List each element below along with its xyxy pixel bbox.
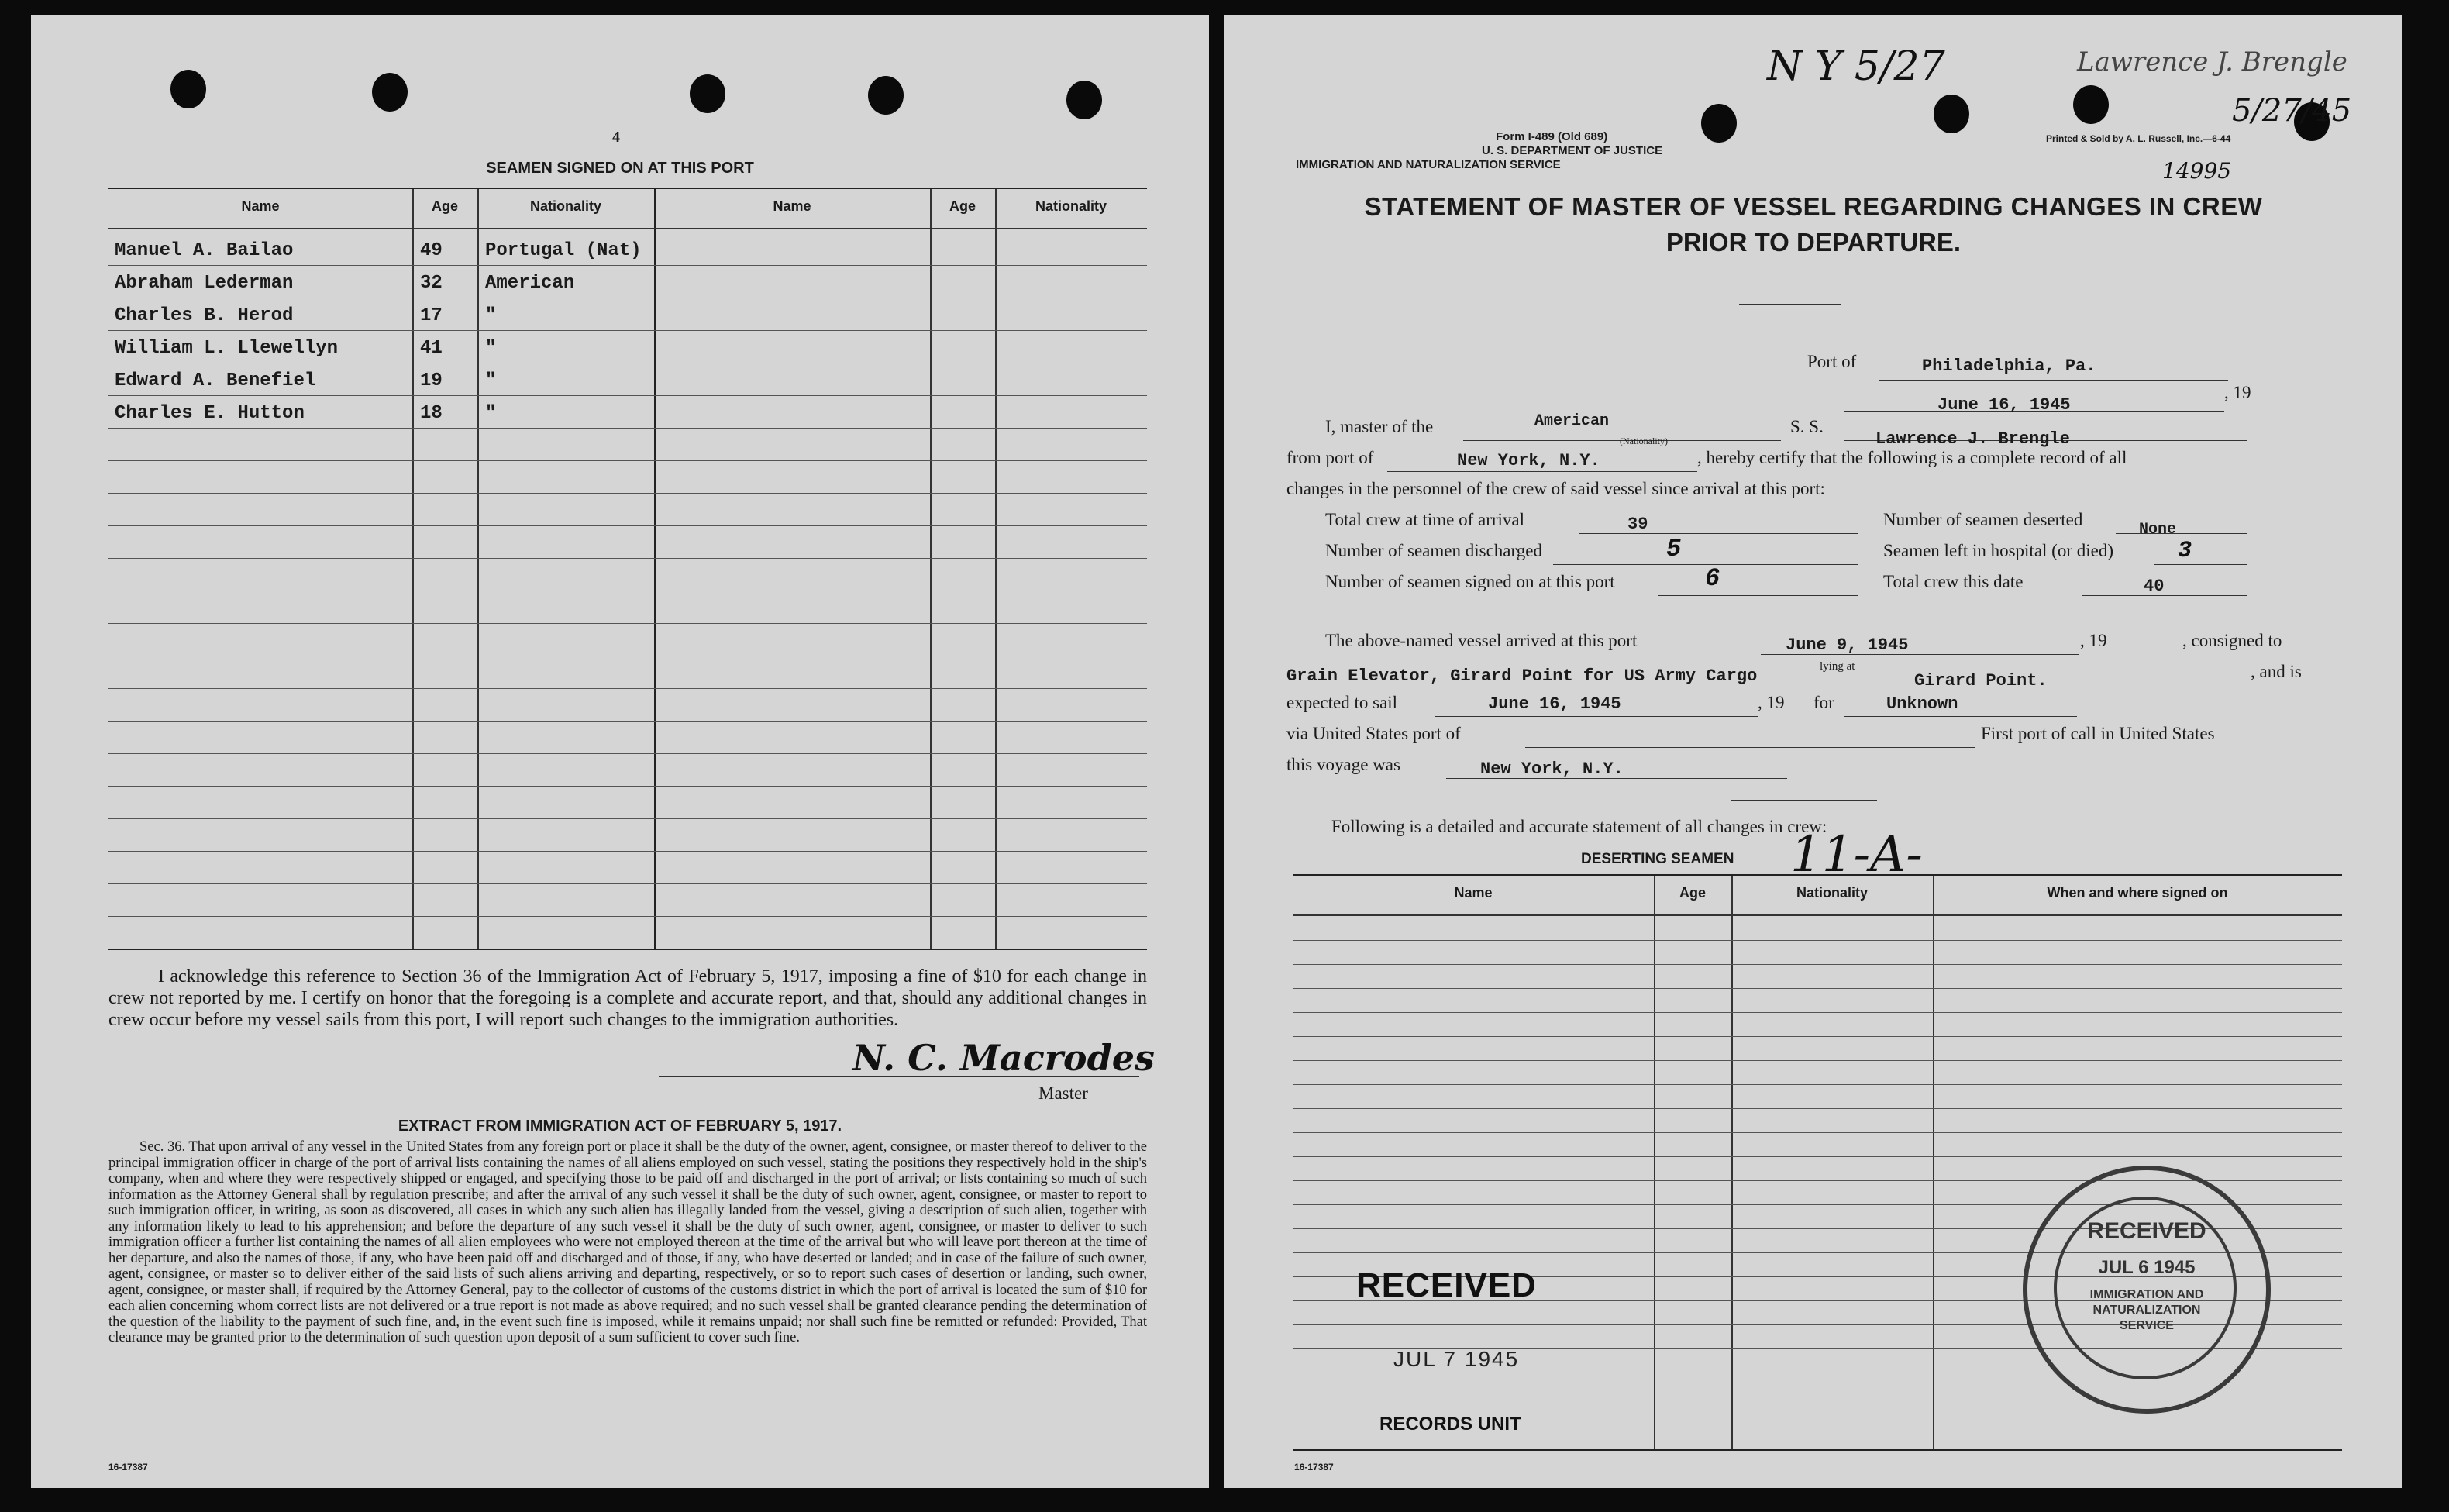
extract-title: EXTRACT FROM IMMIGRATION ACT OF FEBRUARY 5, 1917. xyxy=(398,1118,842,1135)
table-row-rule xyxy=(108,558,1147,559)
discharged-value: 5 xyxy=(1666,535,1682,563)
table-row-rule xyxy=(108,721,1147,722)
lying-value: Girard Point. xyxy=(1914,671,2048,691)
col-header-nationality-2: Nationality xyxy=(1035,198,1107,214)
voyage-value: New York, N.Y. xyxy=(1480,759,1624,779)
arrived-year: , 19 xyxy=(2080,631,2107,650)
punch-hole xyxy=(1066,81,1102,119)
age-cell: 19 xyxy=(420,370,443,391)
consignee-value: Grain Elevator, Girard Point for US Army Cargo xyxy=(1286,666,1758,686)
master-label: Master xyxy=(1038,1083,1088,1103)
nationality-hint: (Nationality) xyxy=(1620,436,1668,446)
via-label: via United States port of xyxy=(1286,724,1461,743)
table-row-rule xyxy=(1293,988,2342,989)
table-row-rule xyxy=(108,265,1147,266)
punch-hole xyxy=(2073,85,2109,124)
date-value: June 16, 1945 xyxy=(1938,395,2071,415)
deserted-value: None xyxy=(2139,521,2177,539)
punch-hole xyxy=(170,70,206,108)
total-arrival-value: 39 xyxy=(1628,515,1648,534)
col-header-age: Age xyxy=(1679,885,1706,901)
deserted-label: Number of seamen deserted xyxy=(1883,510,2083,529)
round-stamp-date: JUL 6 1945 xyxy=(2098,1257,2196,1278)
vessel-name: Lawrence J. Brengle xyxy=(1876,429,2070,449)
certify-text: , hereby certify that the following is a complete record of all xyxy=(1697,448,2127,467)
from-port-value: New York, N.Y. xyxy=(1457,451,1600,470)
section-title: SEAMEN SIGNED ON AT THIS PORT xyxy=(486,160,754,177)
handwritten-number: 14995 xyxy=(2162,158,2232,184)
table-row-rule xyxy=(1293,1060,2342,1061)
table-row-rule xyxy=(1293,940,2342,941)
footer-code: 16-17387 xyxy=(1294,1462,1334,1472)
table-row-rule xyxy=(108,818,1147,819)
form-title-line1: STATEMENT OF MASTER OF VESSEL REGARDING CHANGES IN CREW xyxy=(1364,192,2263,221)
nationality-cell: American xyxy=(485,273,575,294)
following-text: Following is a detailed and accurate statement of all changes in crew: xyxy=(1331,817,1827,836)
for-value: Unknown xyxy=(1886,694,1958,714)
table-row-rule xyxy=(1293,964,2342,965)
hospital-value: 3 xyxy=(2178,538,2192,564)
signed-on-label: Number of seamen signed on at this port xyxy=(1325,572,1615,591)
signed-on-field xyxy=(1658,575,1858,596)
table-row-rule xyxy=(1293,1084,2342,1085)
form-title-line2: PRIOR TO DEPARTURE. xyxy=(1665,228,1962,257)
master-signature: N. C. Macrodes xyxy=(852,1037,1155,1079)
table-row-rule xyxy=(108,493,1147,494)
expected-year: , 19 xyxy=(1758,693,1785,712)
punch-hole xyxy=(1934,95,1969,133)
age-cell: 49 xyxy=(420,240,443,261)
total-arrival-field xyxy=(1579,513,1858,534)
table-row-rule xyxy=(1293,1132,2342,1133)
table-row-rule xyxy=(108,753,1147,754)
footer-code: 16-17387 xyxy=(108,1462,148,1472)
master-of-label: I, master of the xyxy=(1325,417,1434,436)
round-stamp-line: SERVICE xyxy=(2120,1319,2174,1332)
signed-on-value: 6 xyxy=(1705,564,1720,593)
service-name: IMMIGRATION AND NATURALIZATION SERVICE xyxy=(1296,158,1561,171)
table-row-rule xyxy=(1293,1156,2342,1157)
page-number: 4 xyxy=(612,129,620,146)
deserted-field xyxy=(2116,513,2248,534)
col-header-name: Name xyxy=(1454,885,1493,901)
round-stamp xyxy=(2023,1166,2271,1414)
hospital-field xyxy=(2154,544,2248,565)
table-row-rule xyxy=(108,916,1147,917)
from-port-label: from port of xyxy=(1286,448,1374,467)
nationality-cell: " xyxy=(485,305,497,326)
name-cell: Charles E. Hutton xyxy=(115,403,305,424)
for-label: for xyxy=(1814,693,1834,712)
voyage-label: this voyage was xyxy=(1286,755,1400,774)
name-cell: Abraham Lederman xyxy=(115,273,294,294)
port-value: Philadelphia, Pa. xyxy=(1922,356,2096,376)
total-arrival-label: Total crew at time of arrival xyxy=(1325,510,1525,529)
nationality-cell: " xyxy=(485,403,497,424)
handwritten-date: 5/27/45 xyxy=(2232,93,2352,129)
name-cell: Charles B. Herod xyxy=(115,305,294,326)
table-row-rule xyxy=(108,428,1147,429)
ss-label: S. S. xyxy=(1790,417,1824,436)
table-row-rule xyxy=(108,851,1147,852)
acknowledgement-text: I acknowledge this reference to Section 36 of the Immigration Act of February 5, 1917, imposing a fine of $10 for each change in crew not reported by me. I certify on honor that the foregoing is a complete and accurate report, and that, should any additional changes in crew occur before my vessel sails from this port, I will report such changes to the immigration authorities. xyxy=(108,966,1147,1030)
and-is-label: , and is xyxy=(2251,662,2302,681)
age-cell: 18 xyxy=(420,403,443,424)
table-row-rule xyxy=(108,786,1147,787)
received-date: JUL 7 1945 xyxy=(1393,1347,1520,1371)
age-cell: 41 xyxy=(420,338,443,359)
col-header-signed-on: When and where signed on xyxy=(2047,885,2228,901)
total-date-field xyxy=(2082,575,2248,596)
punch-hole xyxy=(868,76,904,115)
left-page xyxy=(31,15,1209,1488)
records-unit: RECORDS UNIT xyxy=(1380,1414,1521,1435)
deserting-title: DESERTING SEAMEN xyxy=(1581,851,1734,867)
table-row-rule xyxy=(108,395,1147,396)
total-date-label: Total crew this date xyxy=(1883,572,2024,591)
col-header-name: Name xyxy=(241,198,280,214)
certify-text-2: changes in the personnel of the crew of said vessel since arrival at this port: xyxy=(1286,479,1825,498)
printer-credit: Printed & Sold by A. L. Russell, Inc.—6-44 xyxy=(2046,133,2231,144)
table-row-rule xyxy=(108,623,1147,624)
table-row-rule xyxy=(108,883,1147,884)
nationality-cell: " xyxy=(485,338,497,359)
extract-text: Sec. 36. That upon arrival of any vessel in the United States from any foreign port or place it shall be the duty of the owner, agent, consignee, or master thereof to deliver to the principal immigration officer in charge of the port of arrival lists containing the names of all aliens employed on such vessel, stating the positions they respectively hold in the ship's company, when and where they were respectively shipped or engaged, and specifying those to be paid off and discharged in the port of arrival; or lists containing so much of such information as the Attorney General shall by regulation prescribe; and after the arrival of any such vessel it shall be the duty of such owner, agent, consignee, or master to report to such immigration officer, in writing, as soon as discovered, all cases in which any such alien has illegally landed from the vessel, giving a description of such alien, together with any information likely to lead to his apprehension; and before the departure of any such vessel it shall be the duty of such owner, agent, consignee, or master to deliver to such immigration officer a further list containing the names of all alien employees who were not employed thereon at the time of the arrival but who will leave port thereon at the time of her departure, and also the names of those, if any, who have been paid off and discharged and of those, if any, who have deserted or landed; and in case of the failure of such owner, agent, consignee, or master so to deliver either of the said lists of such aliens arriving and departing, respectively, or so to report such cases of desertion or landing, such owner, agent, consignee, or master shall, if required by the Attorney General, pay to the collector of customs of the customs district in which the port of arrival is located the sum of $10 for each alien concerning whom correct lists are not delivered or a true report is not made as above required; and no such vessel shall be granted clearance pending the determination of the question of the liability to the payment of such fine, and, in the event such fine is imposed, while it remains unpaid; nor shall such fine be remitted or refunded: Provided, That clearance may be granted prior to the determination of such question upon deposit of a sum sufficient to cover such fine. xyxy=(108,1139,1147,1345)
first-port-label: First port of call in United States xyxy=(1981,724,2215,743)
table-row-rule xyxy=(1293,1036,2342,1037)
nationality-value: American xyxy=(1534,412,1610,430)
round-stamp-line: IMMIGRATION AND xyxy=(2089,1288,2204,1301)
consigned-label: , consigned to xyxy=(2182,631,2282,650)
name-cell: Edward A. Benefiel xyxy=(115,370,316,391)
punch-hole xyxy=(1701,104,1737,143)
nationality-cell: " xyxy=(485,370,497,391)
table-row-rule xyxy=(108,460,1147,461)
discharged-field xyxy=(1553,544,1858,565)
round-stamp-line: NATURALIZATION xyxy=(2092,1304,2201,1317)
punch-hole xyxy=(372,73,408,112)
col-header-nationality: Nationality xyxy=(529,198,601,214)
round-stamp-title: RECEIVED xyxy=(2087,1218,2206,1244)
name-cell: William L. Llewellyn xyxy=(115,338,339,359)
arrived-label: The above-named vessel arrived at this port xyxy=(1325,631,1638,650)
table-row-rule xyxy=(108,688,1147,689)
year-label: , 19 xyxy=(2224,383,2251,402)
discharged-label: Number of seamen discharged xyxy=(1325,541,1542,560)
right-page xyxy=(1224,15,2402,1488)
arrived-value: June 9, 1945 xyxy=(1786,635,1909,655)
for-field xyxy=(1844,696,2077,717)
age-cell: 32 xyxy=(420,273,443,294)
crew-table xyxy=(108,188,1147,950)
table-row-rule xyxy=(108,330,1147,331)
punch-hole xyxy=(690,74,725,113)
col-header-age-2: Age xyxy=(949,198,976,214)
port-label: Port of xyxy=(1807,352,1857,371)
expected-label: expected to sail xyxy=(1286,693,1398,712)
expected-value: June 16, 1945 xyxy=(1488,694,1621,714)
name-cell: Manuel A. Bailao xyxy=(115,240,294,261)
form-number: Form I-489 (Old 689) xyxy=(1496,130,1608,143)
table-row-rule xyxy=(1293,1108,2342,1109)
total-date-value: 40 xyxy=(2144,577,2165,596)
handwritten-signature: Lawrence J. Brengle xyxy=(2077,46,2347,77)
hospital-label: Seamen left in hospital (or died) xyxy=(1883,541,2114,560)
col-header-age: Age xyxy=(431,198,458,214)
age-cell: 17 xyxy=(420,305,443,326)
nationality-cell: Portugal (Nat) xyxy=(485,240,642,261)
department: U. S. DEPARTMENT OF JUSTICE xyxy=(1482,144,1663,157)
table-row-rule xyxy=(1293,1012,2342,1013)
handwritten-code: 11-A- xyxy=(1790,826,1923,883)
received-stamp: RECEIVED xyxy=(1356,1266,1537,1304)
divider xyxy=(1739,304,1841,305)
divider xyxy=(1731,800,1877,801)
handwritten-note: N Y 5/27 xyxy=(1767,43,1945,90)
col-header-nationality: Nationality xyxy=(1796,885,1868,901)
lying-label: lying at xyxy=(1820,660,1855,673)
table-row-rule xyxy=(108,525,1147,526)
via-field xyxy=(1525,727,1975,748)
col-header-name-2: Name xyxy=(773,198,811,214)
